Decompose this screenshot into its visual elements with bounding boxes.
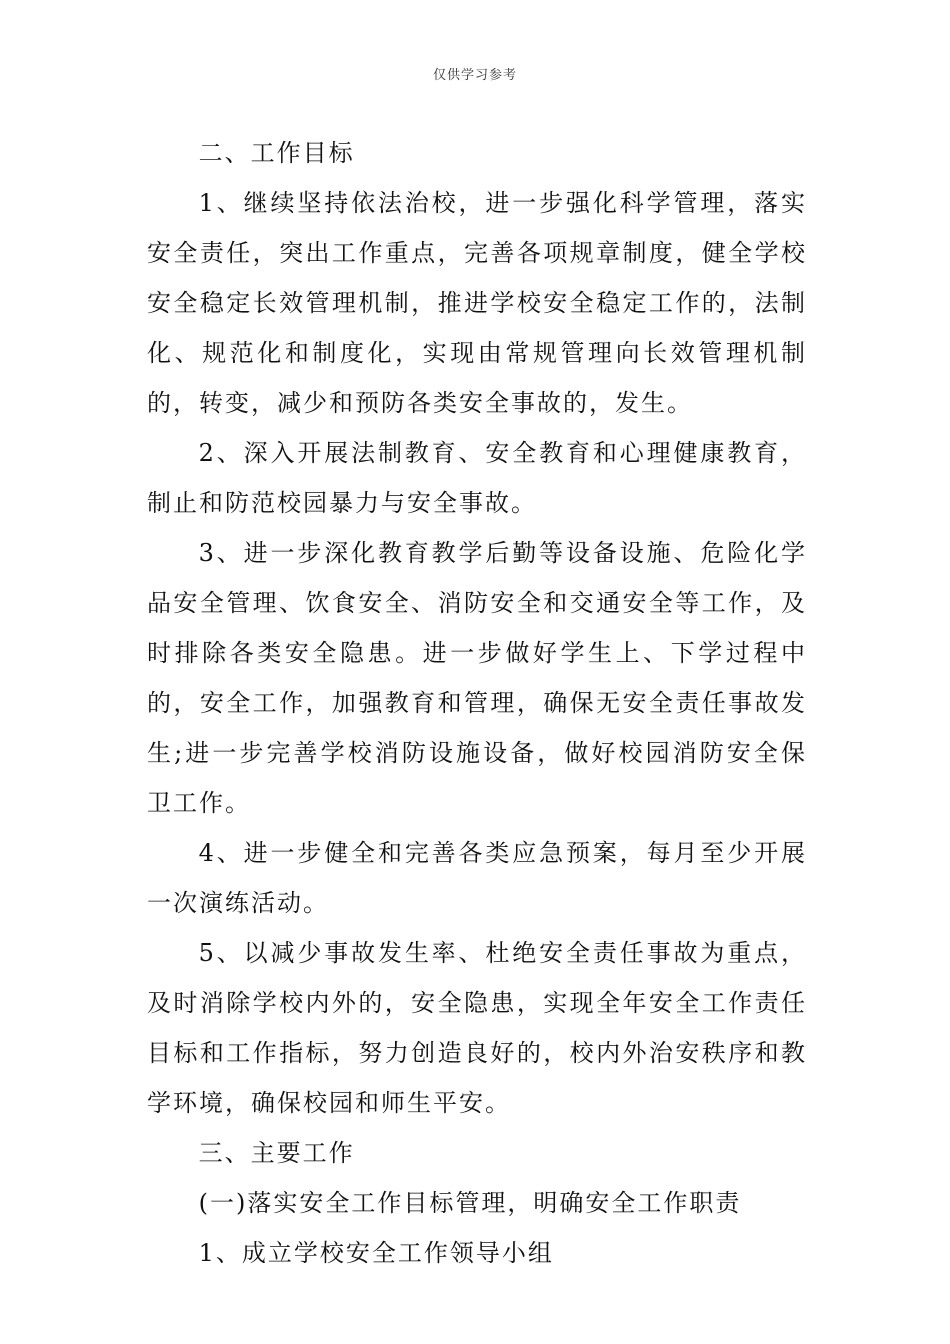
section-heading-main-work: 三、主要工作 [198, 1139, 355, 1167]
paragraph-goal-4: 4、进一步健全和完善各类应急预案，每月至少开展一次演练活动。 [147, 839, 807, 917]
paragraph-goal-2: 2、深入开展法制教育、安全教育和心理健康教育，制止和防范校园暴力与安全事故。 [147, 439, 807, 517]
paragraph-main-work-1: 1、成立学校安全工作领导小组 [198, 1239, 554, 1267]
paragraph-goal-5: 5、以减少事故发生率、杜绝安全责任事故为重点，及时消除学校内外的，安全隐患，实现全年安全工作责任目标和工作指标，努力创造良好的，校内外治安秩序和教学环境，确保校园和师生平安。 [147, 939, 807, 1117]
subsection-heading-1: (一)落实安全工作目标管理，明确安全工作职责 [198, 1189, 742, 1217]
page-header: 仅供学习参考 [432, 68, 517, 83]
document-body [147, 128, 807, 1278]
paragraph-goal-3: 3、进一步深化教育教学后勤等设备设施、危险化学品安全管理、饮食安全、消防安全和交通安全等工作，及时排除各类安全隐患。进一步做好学生上、下学过程中的，安全工作，加强教育和管理，确保无安全责任事故发生;进一步完善学校消防设施设备，做好校园消防安全保卫工作。 [147, 539, 807, 817]
paragraph-goal-1: 1、继续坚持依法治校，进一步强化科学管理，落实安全责任，突出工作重点，完善各项规章制度，健全学校安全稳定长效管理机制，推进学校安全稳定工作的，法制化、规范化和制度化，实现由常规管理向长效管理机制的，转变，减少和预防各类安全事故的，发生。 [147, 189, 807, 417]
section-heading-goals: 二、工作目标 [198, 139, 355, 167]
